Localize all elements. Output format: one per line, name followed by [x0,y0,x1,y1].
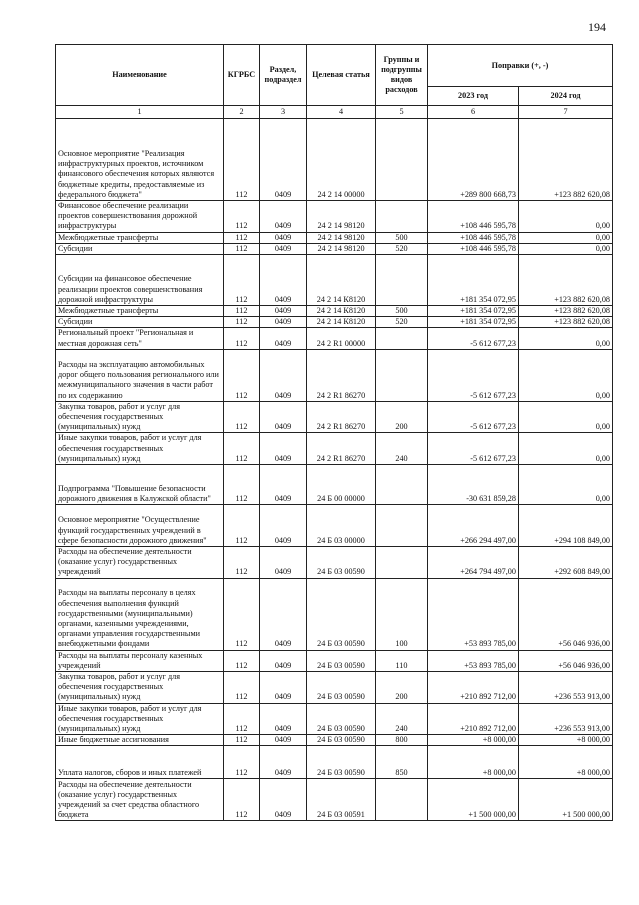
row-amendment-2024: 0,00 [519,433,613,465]
row-name: Субсидии [56,317,224,328]
row-amendment-2024: 0,00 [519,349,613,401]
table-row [56,243,613,254]
table-row [56,547,613,579]
row-target-article: 24 Б 03 00590 [307,547,376,579]
row-kgrbs: 112 [224,465,260,505]
row-amendment-2023: -5 612 677,23 [428,349,519,401]
row-amendment-2024: 0,00 [519,328,613,349]
row-name: Закупка товаров, работ и услуг для обеспечения государственных (муниципальных) нужд [56,401,224,433]
row-kgrbs: 112 [224,306,260,317]
row-kgrbs: 112 [224,650,260,671]
row-section: 0409 [260,547,307,579]
header-year-2023: 2023 год [428,87,519,106]
row-amendment-2023: +266 294 497,00 [428,505,519,547]
column-number: 3 [260,106,307,119]
row-amendment-2024: +236 553 913,00 [519,672,613,704]
row-name: Расходы на обеспечение деятельности (оказание услуг) государственных учреждений [56,547,224,579]
row-target-article: 24 Б 03 00590 [307,650,376,671]
row-section: 0409 [260,328,307,349]
table-row [56,672,613,704]
table-row [56,735,613,746]
row-section: 0409 [260,672,307,704]
row-kgrbs: 112 [224,349,260,401]
table-row [56,119,613,201]
header-name: Наименование [56,45,224,106]
row-target-article: 24 Б 03 00591 [307,779,376,821]
row-target-article: 24 2 14 К8120 [307,306,376,317]
row-amendment-2024: +123 882 620,08 [519,306,613,317]
row-section: 0409 [260,779,307,821]
table-row [56,328,613,349]
row-section: 0409 [260,243,307,254]
row-expense-group: 110 [376,650,428,671]
header-groups: Группы и подгруппы видов расходов [376,45,428,106]
row-target-article: 24 2 14 К8120 [307,255,376,306]
table-row [56,349,613,401]
row-target-article: 24 Б 03 00590 [307,703,376,735]
column-number: 5 [376,106,428,119]
row-kgrbs: 112 [224,578,260,650]
row-amendment-2024: +8 000,00 [519,746,613,779]
row-kgrbs: 112 [224,317,260,328]
row-section: 0409 [260,578,307,650]
row-kgrbs: 112 [224,255,260,306]
row-kgrbs: 112 [224,243,260,254]
row-name: Расходы на обеспечение деятельности (оказание услуг) государственных учреждений за счет средства областного бюджета [56,779,224,821]
row-name: Расходы на эксплуатацию автомобильных дорог общего пользования регионального или межмуниципального значения в части работ по их содержанию [56,349,224,401]
row-expense-group: 240 [376,433,428,465]
row-expense-group: 200 [376,401,428,433]
row-name: Иные закупки товаров, работ и услуг для обеспечения государственных (муниципальных) нужд [56,703,224,735]
row-name: Расходы на выплаты персоналу казенных учреждений [56,650,224,671]
row-expense-group: 200 [376,672,428,704]
row-amendment-2023: +53 893 785,00 [428,650,519,671]
row-expense-group [376,465,428,505]
row-amendment-2023: +264 794 497,00 [428,547,519,579]
row-amendment-2023: +181 354 072,95 [428,317,519,328]
row-amendment-2024: +123 882 620,08 [519,119,613,201]
row-amendment-2023: +8 000,00 [428,746,519,779]
row-expense-group [376,349,428,401]
row-expense-group: 850 [376,746,428,779]
row-expense-group [376,779,428,821]
row-section: 0409 [260,232,307,243]
row-amendment-2023: +108 446 595,78 [428,243,519,254]
row-name: Расходы на выплаты персоналу в целях обеспечения выполнения функций государственными (муниципальными) органами, казенными учреждениями, органами управления государственными внебюджетными фондами [56,578,224,650]
row-section: 0409 [260,201,307,233]
row-target-article: 24 2 14 00000 [307,119,376,201]
row-target-article: 24 2 14 98120 [307,201,376,233]
row-name: Основное мероприятие "Реализация инфраструктурных проектов, источником финансового обеспечения которых являются бюджетные кредиты, предоставляемые из федерального бюджета" [56,119,224,201]
row-amendment-2023: +210 892 712,00 [428,672,519,704]
table-row [56,317,613,328]
header-year-2024: 2024 год [519,87,613,106]
row-target-article: 24 Б 03 00000 [307,505,376,547]
row-name: Финансовое обеспечение реализации проектов совершенствования дорожной инфраструктуры [56,201,224,233]
row-expense-group: 520 [376,317,428,328]
row-kgrbs: 112 [224,735,260,746]
row-section: 0409 [260,465,307,505]
row-expense-group [376,201,428,233]
row-amendment-2023: +8 000,00 [428,735,519,746]
row-section: 0409 [260,306,307,317]
table-row [56,433,613,465]
row-target-article: 24 2 R1 86270 [307,433,376,465]
row-section: 0409 [260,317,307,328]
row-target-article: 24 2 R1 00000 [307,328,376,349]
header-target: Целевая статья [307,45,376,106]
column-number: 4 [307,106,376,119]
row-section: 0409 [260,505,307,547]
row-section: 0409 [260,703,307,735]
row-kgrbs: 112 [224,201,260,233]
row-kgrbs: 112 [224,401,260,433]
row-target-article: 24 2 14 98120 [307,243,376,254]
page-number: 194 [588,20,606,34]
row-amendment-2023: -5 612 677,23 [428,401,519,433]
row-amendment-2024: +294 108 849,00 [519,505,613,547]
row-amendment-2023: +53 893 785,00 [428,578,519,650]
row-expense-group: 520 [376,243,428,254]
table-row [56,465,613,505]
column-number: 7 [519,106,613,119]
row-expense-group [376,328,428,349]
table-row [56,505,613,547]
row-amendment-2023: +108 446 595,78 [428,201,519,233]
row-amendment-2023: +108 446 595,78 [428,232,519,243]
row-section: 0409 [260,401,307,433]
table-body [56,119,613,821]
row-name: Подпрограмма "Повышение безопасности дорожного движения в Калужской области" [56,465,224,505]
row-amendment-2024: 0,00 [519,232,613,243]
row-name: Иные бюджетные ассигнования [56,735,224,746]
row-kgrbs: 112 [224,547,260,579]
row-section: 0409 [260,119,307,201]
row-kgrbs: 112 [224,672,260,704]
row-amendment-2024: +292 608 849,00 [519,547,613,579]
row-amendment-2023: -30 631 859,28 [428,465,519,505]
row-target-article: 24 Б 03 00590 [307,746,376,779]
row-expense-group: 500 [376,232,428,243]
row-section: 0409 [260,349,307,401]
row-kgrbs: 112 [224,119,260,201]
row-amendment-2024: +8 000,00 [519,735,613,746]
row-amendment-2024: +123 882 620,08 [519,317,613,328]
row-section: 0409 [260,735,307,746]
column-number: 6 [428,106,519,119]
header-section: Раздел, подраздел [260,45,307,106]
row-name: Субсидии на финансовое обеспечение реализации проектов совершенствования дорожной инфраструктуры [56,255,224,306]
budget-amendments-table [55,44,613,821]
table-row [56,746,613,779]
row-amendment-2023: +289 800 668,73 [428,119,519,201]
row-amendment-2023: +181 354 072,95 [428,255,519,306]
table-row [56,578,613,650]
row-amendment-2024: +1 500 000,00 [519,779,613,821]
row-kgrbs: 112 [224,779,260,821]
row-amendment-2024: +56 046 936,00 [519,650,613,671]
row-amendment-2024: 0,00 [519,243,613,254]
row-section: 0409 [260,746,307,779]
row-target-article: 24 2 14 К8120 [307,317,376,328]
row-name: Межбюджетные трансферты [56,306,224,317]
table-row [56,201,613,233]
row-amendment-2024: +236 553 913,00 [519,703,613,735]
table-header [56,45,613,119]
row-amendment-2024: +123 882 620,08 [519,255,613,306]
row-expense-group: 500 [376,306,428,317]
row-target-article: 24 Б 03 00590 [307,735,376,746]
row-target-article: 24 Б 03 00590 [307,578,376,650]
row-name: Закупка товаров, работ и услуг для обеспечения государственных (муниципальных) нужд [56,672,224,704]
table-row [56,650,613,671]
row-amendment-2023: -5 612 677,23 [428,433,519,465]
row-section: 0409 [260,255,307,306]
table-row [56,232,613,243]
row-kgrbs: 112 [224,505,260,547]
row-expense-group [376,547,428,579]
row-section: 0409 [260,433,307,465]
column-number: 2 [224,106,260,119]
row-name: Уплата налогов, сборов и иных платежей [56,746,224,779]
row-amendment-2024: 0,00 [519,465,613,505]
row-name: Региональный проект "Региональная и местная дорожная сеть" [56,328,224,349]
row-kgrbs: 112 [224,433,260,465]
row-name: Основное мероприятие "Осуществление функций государственных учреждений в сфере безопасности дорожного движения" [56,505,224,547]
row-target-article: 24 Б 03 00590 [307,672,376,704]
row-expense-group [376,505,428,547]
row-amendment-2023: +210 892 712,00 [428,703,519,735]
table-row [56,703,613,735]
row-expense-group: 240 [376,703,428,735]
column-number: 1 [56,106,224,119]
row-kgrbs: 112 [224,746,260,779]
row-expense-group: 100 [376,578,428,650]
row-name: Субсидии [56,243,224,254]
header-amendments: Поправки (+, -) [428,45,613,87]
row-target-article: 24 2 R1 86270 [307,349,376,401]
table-row [56,255,613,306]
row-expense-group [376,119,428,201]
row-name: Иные закупки товаров, работ и услуг для обеспечения государственных (муниципальных) нужд [56,433,224,465]
row-target-article: 24 Б 00 00000 [307,465,376,505]
row-expense-group: 800 [376,735,428,746]
row-target-article: 24 2 14 98120 [307,232,376,243]
row-kgrbs: 112 [224,328,260,349]
row-expense-group [376,255,428,306]
row-target-article: 24 2 R1 86270 [307,401,376,433]
row-kgrbs: 112 [224,232,260,243]
row-amendment-2023: +181 354 072,95 [428,306,519,317]
row-amendment-2023: -5 612 677,23 [428,328,519,349]
row-amendment-2024: 0,00 [519,401,613,433]
table-row [56,401,613,433]
table-row [56,779,613,821]
row-name: Межбюджетные трансферты [56,232,224,243]
row-amendment-2023: +1 500 000,00 [428,779,519,821]
row-section: 0409 [260,650,307,671]
row-amendment-2024: 0,00 [519,201,613,233]
row-kgrbs: 112 [224,703,260,735]
table-row [56,306,613,317]
header-kgrbs: КГРБС [224,45,260,106]
column-numbers-row [56,106,613,119]
row-amendment-2024: +56 046 936,00 [519,578,613,650]
